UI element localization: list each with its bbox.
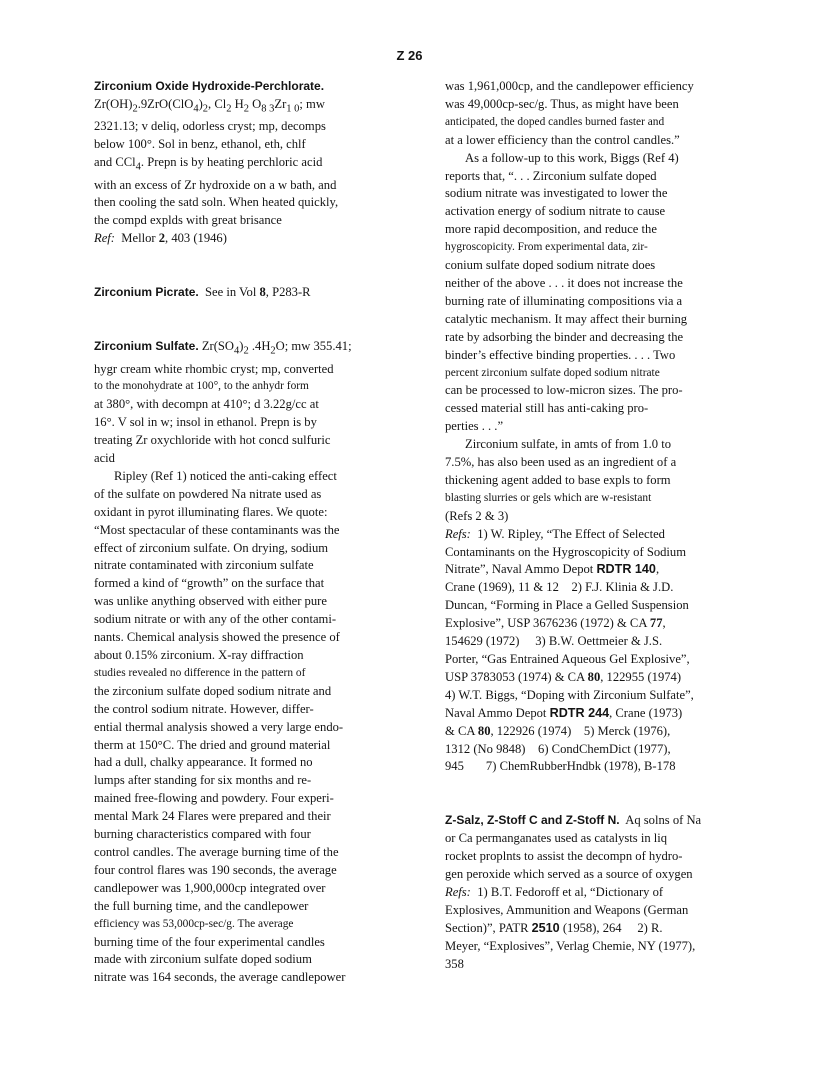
text-line: sodium nitrate was investigated to lower the — [445, 186, 668, 201]
text-line: USP 3783053 (1974) & CA 80, 122955 (1974) — [445, 669, 682, 684]
text-line: formed a kind of “growth” on the surface that — [94, 576, 325, 591]
text-line: was 49,000cp-sec/g. Thus, as might have been — [445, 96, 679, 111]
entry-spacer — [94, 302, 412, 338]
text-line: Contaminants on the Hygroscopicity of Sodium — [445, 544, 687, 559]
text-line: 1312 (No 9848) 6) CondChemDict (1977), — [445, 741, 671, 756]
text-line: & CA 80, 122926 (1974) 5) Merck (1976), — [445, 723, 671, 738]
text-line: Ripley (Ref 1) noticed the anti-caking effect — [114, 468, 337, 483]
text-line: efficiency was 53,000cp-sec/g. The average — [94, 917, 294, 930]
entry-spacer — [445, 776, 763, 812]
entry-zirconium-sulfate-continued — [445, 78, 763, 776]
text-line: conium sulfate doped sodium nitrate does — [445, 258, 656, 273]
text-line: percent zirconium sulfate doped sodium nitrate — [445, 366, 660, 379]
text-line: the zirconium sulfate doped sodium nitrate and — [94, 683, 332, 698]
text-line: neither of the above . . . it does not increase the — [445, 275, 683, 290]
page-number: Z 26 — [396, 48, 423, 63]
text-line: Naval Ammo Depot RDTR 244, Crane (1973) — [445, 705, 683, 720]
text-line: activation energy of sodium nitrate to cause — [445, 204, 666, 219]
entry-z-salz — [445, 812, 763, 973]
text-line: anticipated, the doped candles burned faster and — [445, 115, 665, 128]
text-line: at a lower efficiency than the control candles.” — [445, 132, 680, 147]
text-line: made with zirconium sulfate doped sodium — [94, 952, 312, 967]
text-line: effect of zirconium sulfate. On drying, sodium — [94, 540, 329, 555]
text-line: burning rate of illuminating compositions via a — [445, 293, 683, 308]
text-line: Ref: Mellor 2, 403 (1946) — [94, 231, 227, 246]
text-line: Zirconium sulfate, in amts of from 1.0 to — [465, 437, 672, 452]
text-line: Crane (1969), 11 & 12 2) F.J. Klinia & J.D. — [445, 580, 674, 595]
text-line: of the sulfate on powdered Na nitrate used as — [94, 486, 322, 501]
text-line: nants. Chemical analysis showed the presence of — [94, 630, 340, 645]
text-line: rate by adsorbing the binder and decreasing the — [445, 329, 684, 344]
text-line: 154629 (1972) 3) B.W. Oettmeier & J.S. — [445, 634, 663, 649]
text-line: mained free-flowing and powdery. Four experi- — [94, 791, 334, 806]
text-line: 16°. V sol in w; insol in ethanol. Prepn is by — [94, 415, 317, 430]
text-line: mental Mark 24 Flares were prepared and their — [94, 809, 331, 824]
text-line: Nitrate”, Naval Ammo Depot RDTR 140, — [445, 562, 660, 577]
text-line: Explosive”, USP 3676236 (1972) & CA 77, — [445, 616, 666, 631]
text-line: rocket proplnts to assist the decompn of hydro- — [445, 849, 683, 864]
text-line: control candles. The average burning time of the — [94, 844, 339, 859]
text-line: lumps after standing for six months and re- — [94, 773, 312, 788]
text-line: can be processed to low-micron sizes. The pro- — [445, 383, 683, 398]
text-line: 358 — [445, 956, 464, 971]
text-line: about 0.15% zirconium. X-ray diffraction — [94, 648, 304, 663]
text-line: Refs: 1) B.T. Fedoroff et al, “Dictionary of — [445, 884, 664, 899]
text-line: As a follow-up to this work, Biggs (Ref 4) — [465, 150, 679, 165]
text-line: ential thermal analysis showed a very large endo- — [94, 719, 344, 734]
text-line: catalytic mechanism. It may affect their burning — [445, 311, 688, 326]
text-line: reports that, “. . . Zirconium sulfate doped — [445, 168, 657, 183]
text-line: 7.5%, has also been used as an ingredient of a — [445, 455, 677, 470]
text-line: (Refs 2 & 3) — [445, 508, 509, 523]
text-line: then cooling the satd soln. When heated quickly, — [94, 195, 339, 210]
text-line: more rapid decomposition, and reduce the — [445, 222, 657, 237]
text-line: Meyer, “Explosives”, Verlag Chemie, NY (1977), — [445, 938, 696, 953]
text-line: and CCl$_4$. Prepn is by heating perchloric acid — [94, 155, 323, 173]
entry-spacer — [94, 248, 412, 284]
text-line: the control sodium nitrate. However, differ- — [94, 701, 314, 716]
text-line: Duncan, “Forming in Place a Gelled Suspension — [445, 598, 689, 613]
text-line: Explosives, Ammunition and Weapons (German — [445, 902, 689, 917]
text-line: with an excess of Zr hydroxide on a w bath, and — [94, 177, 337, 192]
text-line: burning characteristics compared with four — [94, 827, 311, 842]
text-line: or Ca permanganates used as catalysts in liq — [445, 831, 668, 846]
entry-heading: Zirconium Oxide Hydroxide-Perchlorate. — [94, 79, 325, 93]
text-line: 2321.13; v deliq, odorless cryst; mp, decomps — [94, 119, 326, 134]
entry-zirconium-oxide-hydroxide-perchlorate — [94, 78, 412, 248]
text-line: hygr cream white rhombic cryst; mp, converted — [94, 361, 334, 376]
text-line: thickening agent added to base expls to form — [445, 472, 671, 487]
text-line: studies revealed no difference in the pattern of — [94, 666, 306, 679]
text-line: Section)”, PATR 2510 (1958), 264 2) R. — [445, 920, 663, 935]
text-line: hygroscopicity. From experimental data, zir- — [445, 241, 648, 254]
left-column — [94, 78, 412, 987]
text-line: the full burning time, and the candlepower — [94, 898, 309, 913]
text-line: burning time of the four experimental candles — [94, 934, 325, 949]
text-line: Porter, “Gas Entrained Aqueous Gel Explosive”, — [445, 652, 690, 666]
text-line: therm at 150°C. The dried and ground material — [94, 737, 331, 752]
text-line: sodium nitrate or with any of the other contami- — [94, 612, 337, 627]
text-line: cessed material still has anti-caking pro- — [445, 401, 649, 416]
text-line: blasting slurries or gels which are w-resistant — [445, 491, 652, 504]
text-line: treating Zr oxychloride with hot concd sulfuric — [94, 433, 331, 448]
text-line: gen peroxide which served as a source of oxygen — [445, 867, 693, 882]
text-line: 945 7) ChemRubberHndbk (1978), B-178 — [445, 759, 676, 774]
text-line: 4) W.T. Biggs, “Doping with Zirconium Sulfate”, — [445, 687, 694, 702]
text-line: Zirconium Picrate. See in Vol 8, P283-R — [94, 285, 311, 300]
entry-zirconium-sulfate — [94, 338, 412, 987]
text-line: was 1,961,000cp, and the candlepower efficiency — [445, 79, 694, 93]
text-line: perties . . .” — [445, 419, 504, 434]
text-line: binder’s effective binding properties. . . . Two — [445, 347, 676, 362]
right-column — [445, 78, 763, 974]
text-line: was unlike anything observed with either pure — [94, 594, 327, 609]
text-line: nitrate was 164 seconds, the average candlepower — [94, 970, 346, 985]
text-line: acid — [94, 451, 115, 466]
entry-zirconium-picrate — [94, 284, 412, 302]
text-line: had a dull, chalky appearance. It formed no — [94, 755, 313, 770]
text-line: “Most spectacular of these contaminants was the — [94, 522, 340, 537]
text-line: at 380°, with decompn at 410°; d 3.22g/cc at — [94, 397, 319, 412]
text-line: Zirconium Sulfate. $Zr(SO_4)_2$ $.4H_2O$; mw 355.41; — [94, 339, 352, 357]
text-line: to the monohydrate at 100°, to the anhydr form — [94, 380, 309, 393]
text-line: Z-Salz, Z-Stoff C and Z-Stoff N. Aq solns of Na — [445, 813, 702, 828]
text-line: nitrate contaminated with zirconium sulfate — [94, 558, 314, 573]
text-line: Refs: 1) W. Ripley, “The Effect of Selected — [445, 526, 665, 541]
text-line: $Zr(OH)_2.9ZrO(ClO_4)_2$, $Cl_2$ $H_2$ $O_{8 3}Zr_{1 0}$; mw — [94, 96, 325, 115]
text-line: candlepower was 1,900,000cp integrated over — [94, 880, 326, 895]
text-line: four control flares was 190 seconds, the average — [94, 862, 337, 877]
text-line: oxidant in pyrot illuminating flares. We quote: — [94, 504, 328, 519]
text-line: the compd explds with great brisance — [94, 213, 282, 228]
text-line: below 100°. Sol in benz, ethanol, eth, chlf — [94, 137, 306, 152]
